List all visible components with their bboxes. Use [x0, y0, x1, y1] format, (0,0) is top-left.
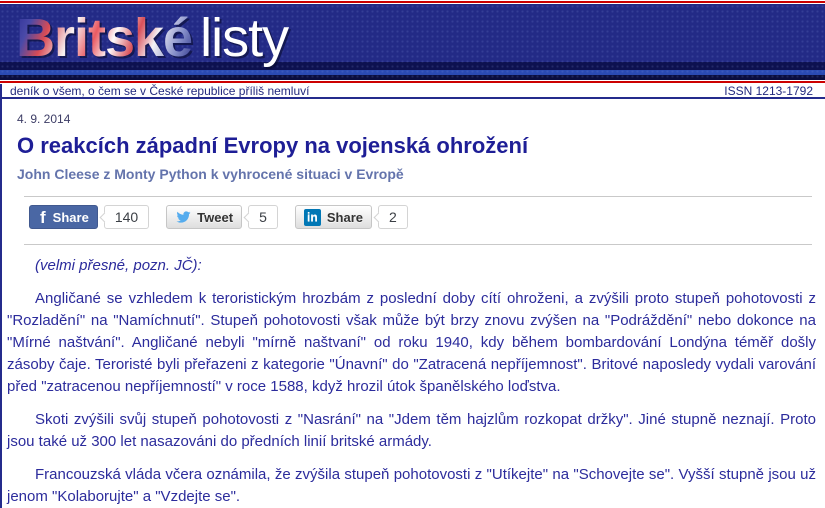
linkedin-icon: in [304, 209, 321, 226]
issn-number: ISSN 1213-1792 [724, 84, 813, 98]
share-row [29, 204, 825, 230]
tweet-count: 5 [248, 205, 278, 229]
article-date: 4. 9. 2014 [17, 112, 71, 126]
editor-note: (velmi přesné, pozn. JČ): [35, 257, 202, 274]
tweet-button[interactable] [166, 205, 242, 229]
article-paragraph-2: Skoti zvýšili svůj stupeň pohotovosti z "Nasrání" na "Jdem těm hajzlům rozkopat držky". Jiné stupně neznají. Proto jsou také už 300 let nasazováni do předních linií britské armády. [7, 411, 816, 450]
twitter-bird-icon [175, 210, 192, 224]
article [2, 99, 825, 508]
content-frame [0, 84, 825, 508]
logo-word-listy: listy [200, 8, 289, 68]
facebook-share-button[interactable] [29, 205, 98, 229]
tweet-label: Tweet [197, 209, 234, 225]
linkedin-share-label: Share [326, 209, 363, 225]
facebook-share-count: 140 [104, 205, 149, 229]
divider-above-share [24, 196, 812, 197]
tagline-row [2, 84, 825, 99]
linkedin-share-count: 2 [378, 205, 408, 229]
article-subtitle: John Cleese z Monty Python k vyhrocené situaci v Evropě [17, 166, 404, 182]
linkedin-share-button[interactable] [295, 205, 372, 229]
divider-below-share [24, 244, 812, 245]
site-tagline: deník o všem, o čem se v České republice příliš nemluví [10, 84, 310, 98]
logo-word-britske: Britské [16, 8, 193, 68]
article-body [2, 255, 825, 508]
article-paragraph-3: Francouzská vláda včera oznámila, že zvýšila stupeň pohotovosti z "Utíkejte" na "Schovejte se". Vyšší stupně jsou už jenom "Kolaborujte" a "Vzdejte se". [7, 466, 816, 505]
article-paragraph-1: Angličané se vzhledem k teroristickým hrozbám z poslední doby cítí ohroženi, a zvýšili proto stupeň pohotovosti z "Rozladění" na "Namíchnutí". Stupeň pohotovosti však může být brzy znovu zvýšen na "Podráždění" nebo dokonce na "Mírné naštvání". Angličané nebyli "mírně naštvaní" od roku 1940, kdy během bombardování Londýna téměř došly zásoby čaje. Teroristé byli přeřazeni z kategorie "Únavní" do "Zatracená nepříjemnost". Britové naposledy vydali varování před "zatracenou nepříjemností" v roce 1588, když hrozil útok španělského loďstva. [7, 290, 816, 395]
facebook-icon: f [40, 207, 46, 227]
article-title: O reakcích západní Evropy na vojenská ohrožení [17, 133, 529, 158]
site-logo[interactable] [16, 7, 288, 69]
masthead [0, 4, 825, 80]
facebook-share-label: Share [52, 209, 89, 225]
article-head [2, 99, 825, 182]
